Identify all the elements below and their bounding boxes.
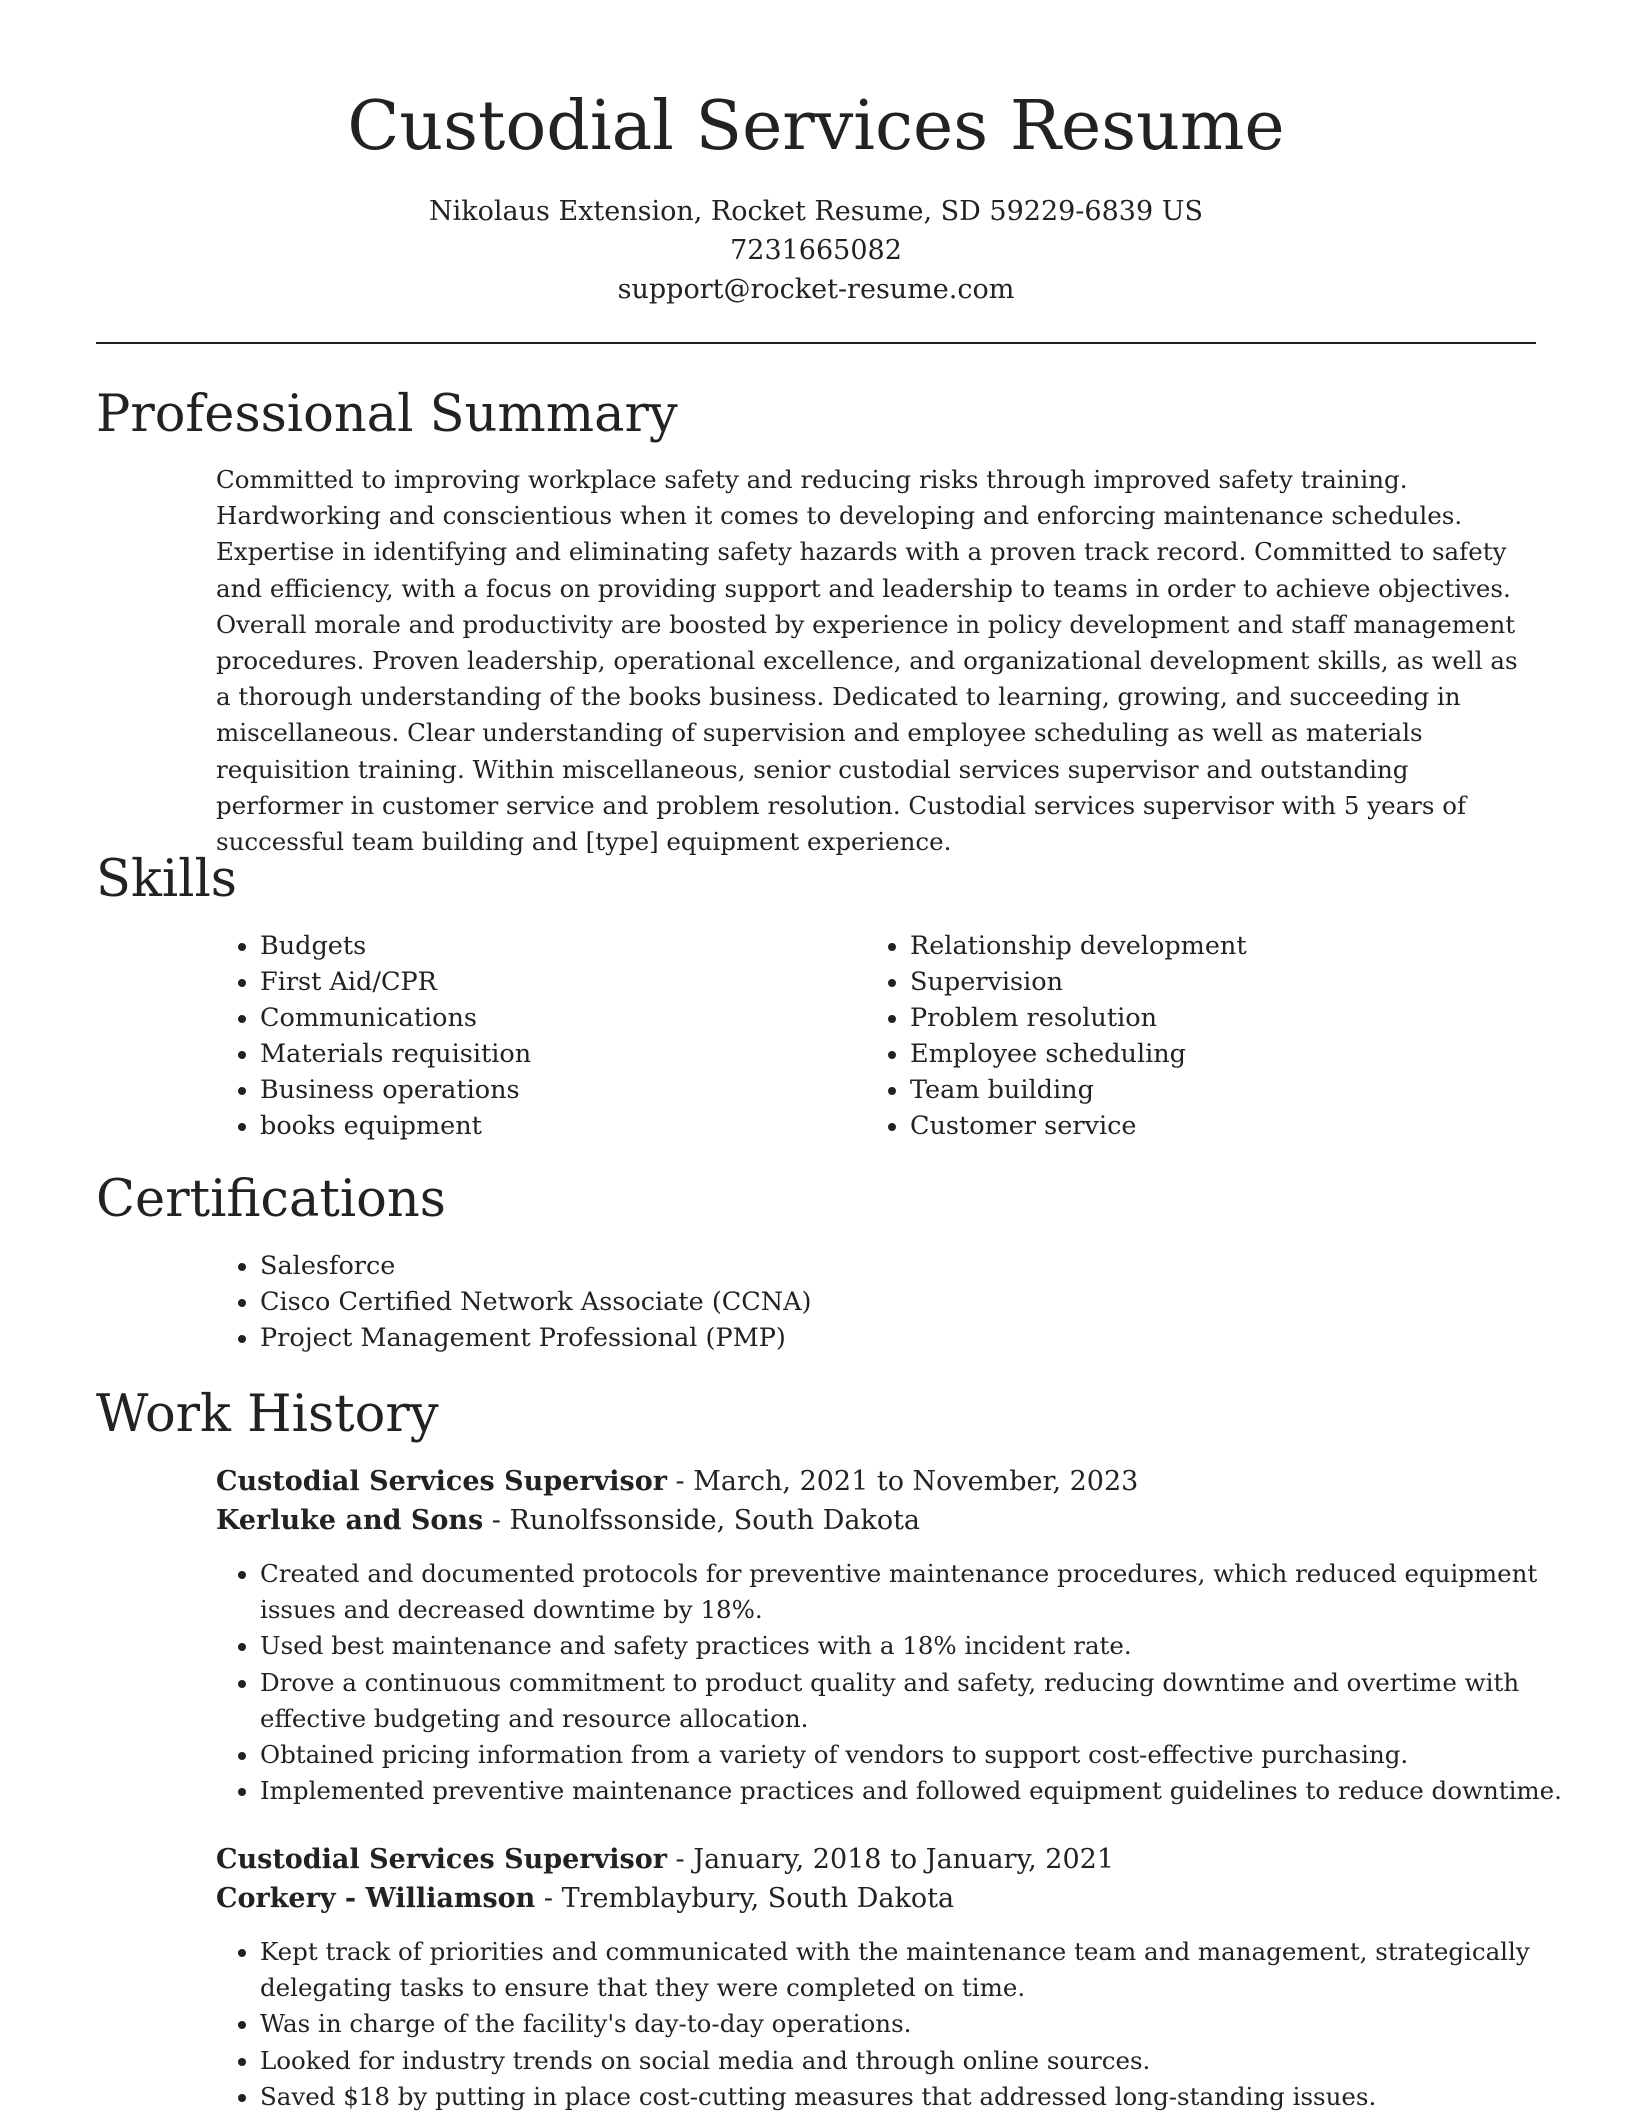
skill-item: • Customer service — [910, 1108, 1550, 1144]
work-history-heading: Work History — [96, 1385, 439, 1444]
skill-item: • Relationship development — [910, 928, 1550, 964]
job-bullet: • Implemented preventive maintenance practices and followed equipment guidelines to reduce downtime. — [260, 1773, 1580, 1809]
job-title: Custodial Services Supervisor — [216, 1466, 667, 1497]
job-company: Kerluke and Sons — [216, 1505, 484, 1536]
job-location: - Runolfssonside, South Dakota — [483, 1505, 921, 1536]
job-title-line — [216, 1462, 1138, 1501]
contact-block — [0, 192, 1632, 309]
job-title: Custodial Services Supervisor — [216, 1844, 667, 1875]
summary-text: Committed to improving workplace safety and reducing risks through improved safety training. Hardworking and conscientious when it comes to developing and enforcing maintenance schedules. Expertise in identifying and eliminating safety hazards with a proven track record. Committed to safety and efficiency, with a focus on providing support and leadership to teams in order to achieve objectives. Overall morale and productivity are boosted by experience in policy development and staff management procedures. Proven leadership, operational excellence, and organizational development skills, as well as a thorough understanding of the books business. Dedicated to learning, growing, and succeeding in miscellaneous. Clear understanding of supervision and employee scheduling as well as materials requisition training. Within miscellaneous, senior custodial services supervisor and outstanding performer in customer service and problem resolution. Custodial services supervisor with 5 years of successful team building and [type] equipment experience. — [216, 465, 1518, 857]
skills-heading: Skills — [96, 850, 237, 909]
skill-item: • Problem resolution — [910, 1000, 1550, 1036]
certification-item: • Project Management Professional (PMP) — [260, 1320, 1460, 1356]
job-bullets — [216, 1556, 1580, 1809]
resume-title: Custodial Services Resume — [347, 87, 1285, 166]
certifications-list — [216, 1248, 1460, 1356]
summary-heading: Professional Summary — [96, 385, 678, 444]
skill-item: • Supervision — [910, 964, 1550, 1000]
job-dates: - January, 2018 to January, 2021 — [666, 1844, 1115, 1875]
skill-item: • Employee scheduling — [910, 1036, 1550, 1072]
skill-item: • First Aid/CPR — [260, 964, 860, 1000]
header-divider — [96, 342, 1536, 344]
job-location: - Tremblaybury, South Dakota — [535, 1883, 955, 1914]
contact-address: Nikolaus Extension, Rocket Resume, SD 59229-6839 US — [429, 196, 1203, 227]
job-bullet: • Drove a continuous commitment to product quality and safety, reducing downtime and overtime with effective budgeting and resource allocation. — [260, 1665, 1580, 1737]
job-bullet: • Was in charge of the facility's day-to-day operations. — [260, 2006, 1580, 2042]
job-bullet: • Kept track of priorities and communicated with the maintenance team and management, strategically delegating tasks to ensure that they were completed on time. — [260, 1934, 1580, 2006]
job-company-line — [216, 1501, 920, 1540]
job-bullet: • Saved $18 by putting in place cost-cutting measures that addressed long-standing issues. — [260, 2079, 1580, 2115]
skill-item: • Budgets — [260, 928, 860, 964]
contact-email: support@rocket-resume.com — [617, 274, 1015, 305]
skill-item: • Team building — [910, 1072, 1550, 1108]
skill-item: • books equipment — [260, 1108, 860, 1144]
job-company: Corkery - Williamson — [216, 1883, 536, 1914]
certifications-heading: Certifications — [96, 1170, 446, 1229]
job-bullet: • Looked for industry trends on social media and through online sources. — [260, 2043, 1580, 2079]
certification-item: • Salesforce — [260, 1248, 1460, 1284]
skill-item: • Business operations — [260, 1072, 860, 1108]
skills-list-left — [216, 928, 860, 1144]
certification-item: • Cisco Certified Network Associate (CCNA) — [260, 1284, 1460, 1320]
job-dates: - March, 2021 to November, 2023 — [666, 1466, 1139, 1497]
job-bullet: • Used best maintenance and safety practices with a 18% incident rate. — [260, 1628, 1580, 1664]
job-title-line — [216, 1840, 1114, 1879]
skills-list-right — [866, 928, 1550, 1144]
job-bullet: • Created and documented protocols for preventive maintenance procedures, which reduced equipment issues and decreased downtime by 18%. — [260, 1556, 1580, 1628]
job-bullets — [216, 1934, 1580, 2115]
job-company-line — [216, 1879, 954, 1918]
job-bullet: • Obtained pricing information from a variety of vendors to support cost-effective purchasing. — [260, 1737, 1580, 1773]
skill-item: • Materials requisition — [260, 1036, 860, 1072]
contact-phone: 7231665082 — [730, 235, 902, 266]
skill-item: • Communications — [260, 1000, 860, 1036]
